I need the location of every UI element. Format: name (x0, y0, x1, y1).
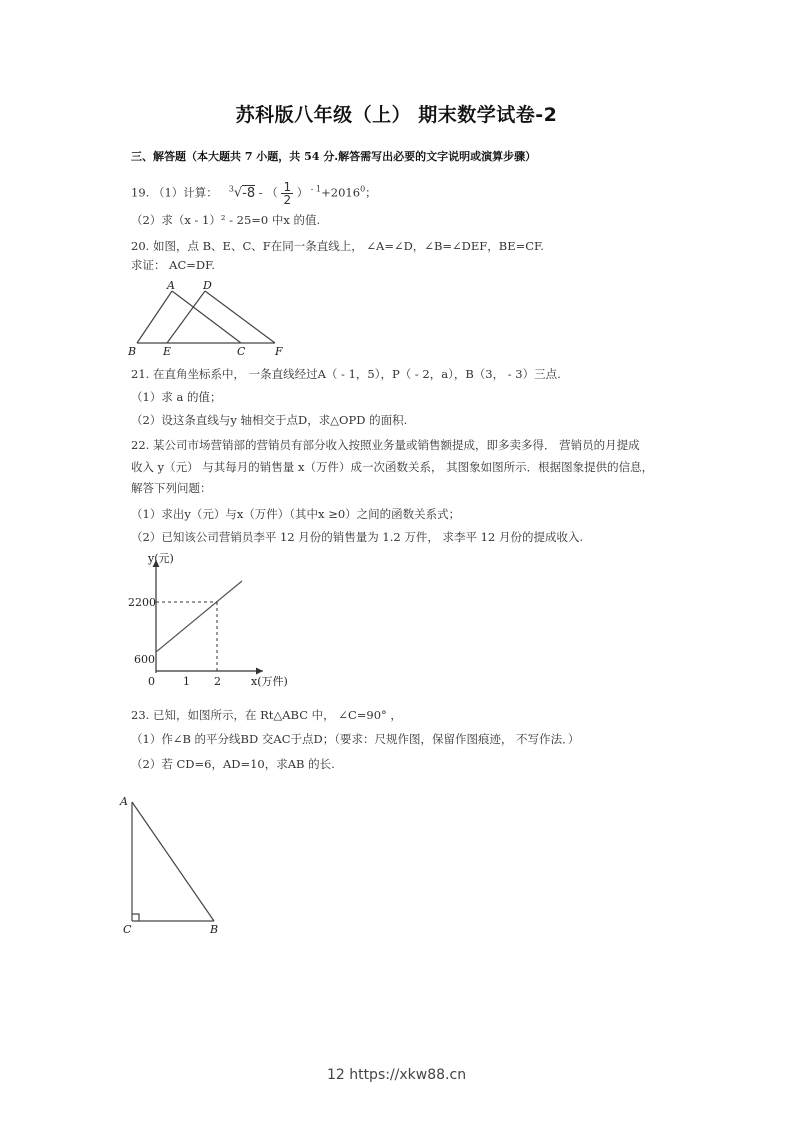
x-tick-2: 2 (214, 675, 221, 688)
question-21-line1: 21. 在直角坐标系中， 一条直线经过A（ - 1，5），P（ - 2，a），B（3， - 3）三点. (131, 367, 561, 381)
x-axis-label: x(万件) (251, 675, 288, 688)
label-B: B (210, 923, 219, 936)
fraction (281, 181, 293, 206)
question-19-part2: （2）求（x - 1）² - 25=0 中x 的值. (131, 213, 321, 227)
label-C: C (237, 345, 246, 358)
q19-number: 19. (131, 185, 150, 200)
question-20-line1: 20. 如图，点 B、E、C、F在同一条直线上， ∠A=∠D，∠B=∠DEF，BE=CF. (131, 239, 544, 253)
label-F: F (275, 345, 283, 358)
fraction-denominator: 2 (283, 193, 292, 207)
question-22-line2: 收入 y（元） 与其每月的销售量 x（万件）成一次函数关系， 其图象如图所示．根据图象提供的信息， (131, 460, 654, 474)
q19-minus: - （ (258, 185, 278, 200)
exponent-zero: 0 (360, 184, 366, 194)
y-tick-2200: 2200 (128, 596, 156, 609)
q23-right-triangle-figure (110, 785, 240, 940)
label-C: C (123, 923, 132, 936)
y-axis-label: y(元) (148, 552, 174, 565)
question-20-line2: 求证： AC=DF. (131, 258, 215, 272)
label-D: D (203, 280, 212, 292)
section-header: 三、解答题（本大题共 7 小题，共 54 分.解答需写出必要的文字说明或演算步骤） (131, 150, 537, 163)
exponent: - 1 (308, 184, 322, 194)
label-A: A (120, 795, 128, 808)
q19-paren: ） (296, 185, 309, 200)
question-21-part1: （1）求 a 的值； (131, 390, 222, 404)
q19-plus: +2016 (321, 185, 361, 200)
question-19-part1 (131, 181, 377, 206)
label-A: A (167, 280, 175, 292)
fraction-numerator: 1 (283, 180, 292, 194)
radicand: -8 (242, 185, 256, 201)
page-footer: 12 https://xkw88.cn (326, 1067, 467, 1083)
right-angle-mark (132, 914, 139, 921)
label-E: E (163, 345, 172, 358)
x-tick-0: 0 (148, 675, 155, 688)
root-index: 3 (228, 184, 234, 194)
data-line (156, 581, 242, 652)
question-22-line1: 22. 某公司市场营销部的营销员有部分收入按照业务量或销售额提成，即多卖多得． 营销员的月提成 (131, 438, 640, 452)
cube-root-icon: √ (233, 185, 243, 201)
question-22-part1: （1）求出y（元）与x（万件）（其中x ≥0）之间的函数关系式； (131, 507, 461, 521)
y-tick-600: 600 (134, 653, 155, 666)
q20-triangles-figure (125, 280, 295, 360)
q22-line-chart (120, 545, 310, 695)
question-23-part1: （1）作∠B 的平分线BD 交AC于点D；（要求：尺规作图，保留作图痕迹， 不写作法．） (131, 732, 580, 746)
q19-end: ； (365, 185, 377, 200)
q19-part1-label: （1）计算： (152, 185, 218, 200)
label-B: B (128, 345, 137, 358)
question-21-part2: （2）设这条直线与y 轴相交于点D，求△OPD 的面积. (131, 413, 408, 427)
question-23-line1: 23. 已知，如图所示，在 Rt△ABC 中， ∠C=90° ， (131, 708, 402, 722)
question-22-part2: （2）已知该公司营销员李平 12 月份的销售量为 1.2 万件， 求李平 12 月份的提成收入. (131, 530, 584, 544)
question-22-line3: 解答下列问题： (131, 481, 212, 495)
page-title: 苏科版八年级（上） 期末数学试卷-2 (235, 104, 558, 126)
question-23-part2: （2）若 CD=6，AD=10，求AB 的长. (131, 757, 335, 771)
x-tick-1: 1 (183, 675, 190, 688)
